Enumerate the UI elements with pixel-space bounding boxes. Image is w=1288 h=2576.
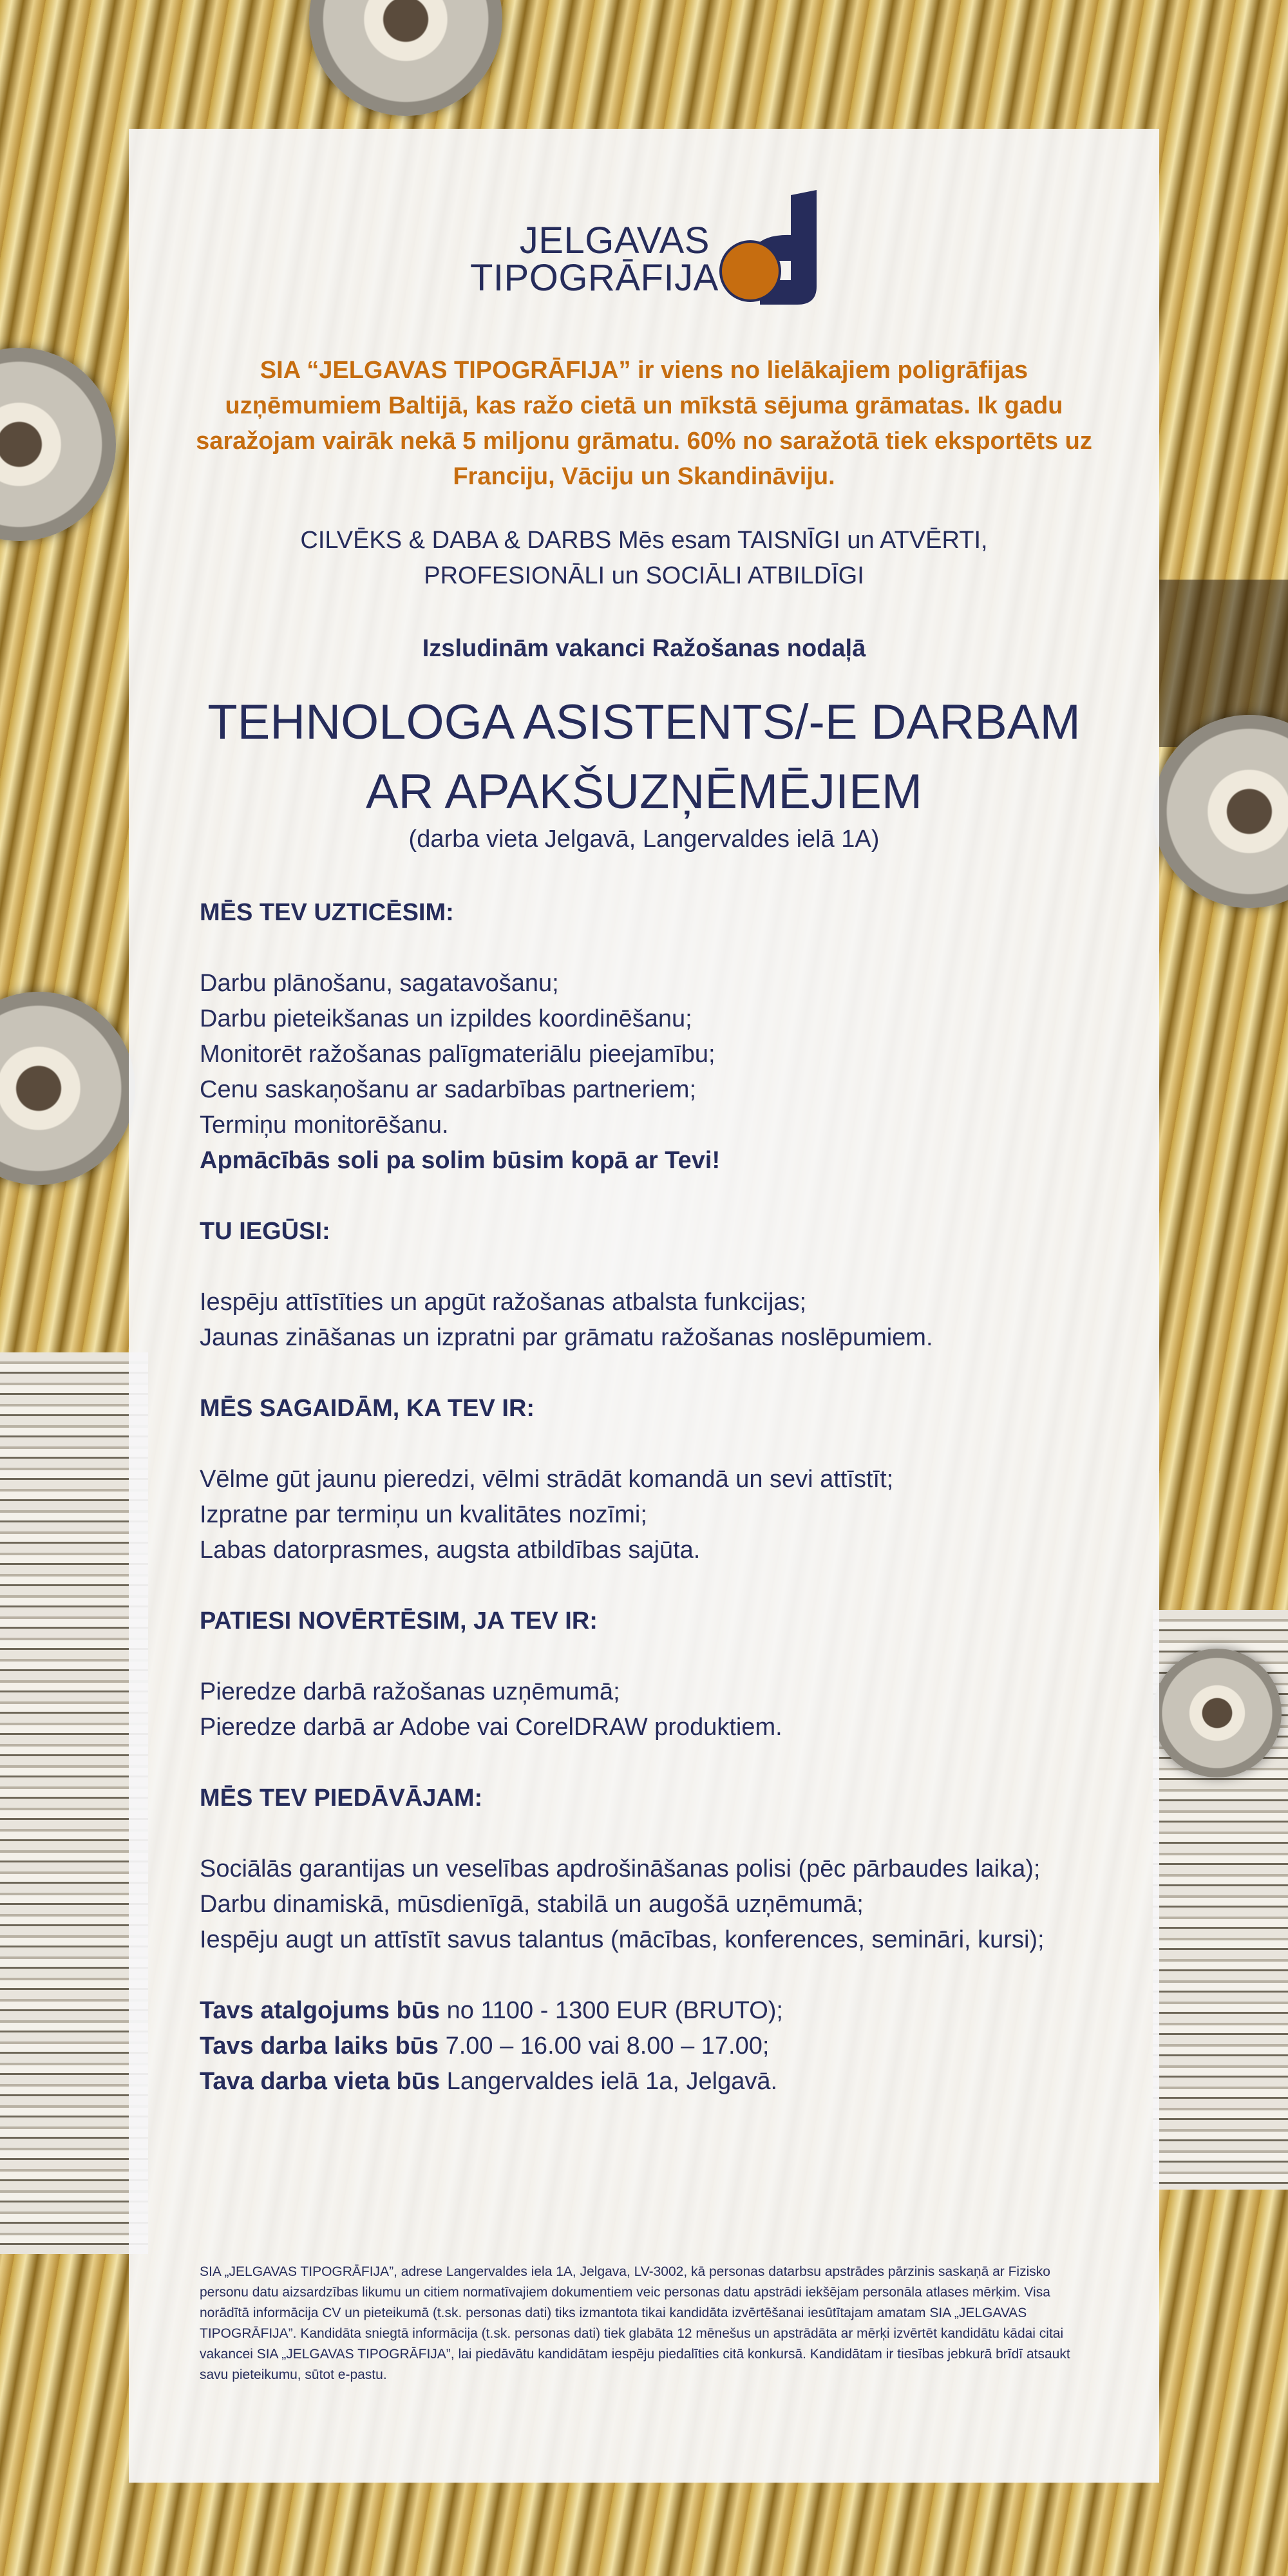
logo-wordmark: [470, 220, 719, 299]
vacancy-card: [129, 129, 1159, 2483]
job-location: (darba vieta Jelgavā, Langervaldes ielā 1A): [408, 826, 880, 853]
list-item: Darbu dinamiskā, mūsdienīgā, stabilā un augošā uzņēmumā;: [200, 1891, 864, 1918]
vacancy-announcement: Izsludinām vakanci Ražošanas nodaļā: [422, 635, 866, 662]
film-roll: [309, 0, 502, 116]
list-item: Termiņu monitorēšanu.: [200, 1112, 449, 1139]
list-item: Darbu pieteikšanas un izpildes koordinēšanu;: [200, 1005, 692, 1032]
job-title-line-1: TEHNOLOGA ASISTENTS/-E DARBAM: [207, 695, 1081, 750]
values-line-2: PROFESIONĀLI un SOCIĀLI ATBILDĪGI: [424, 562, 864, 589]
company-intro: SIA “JELGAVAS TIPOGRĀFIJA” ir viens no lielākajiem poligrāfijas uzņēmumiem Baltijā, kas ražo cietā un mīkstā sējuma grāmatas. Ik gadu saražojam vairāk nekā 5 miljonu grāmatu. 60% no saražotā tiek eksportēts uz Franciju, Vāciju un Skandināviju.: [196, 357, 1092, 490]
job-title-line-2: AR APAKŠUZŅĒMĒJIEM: [365, 764, 923, 819]
logo-line-1: JELGAVAS: [519, 220, 710, 261]
spacer: [200, 1639, 1101, 1674]
spacer: [200, 931, 1101, 966]
list-item: Pieredze darbā ražošanas uzņēmumā;: [200, 1678, 620, 1705]
list-item: Iespēju augt un attīstīt savus talantus (mācības, konferences, semināri, kursi);: [200, 1926, 1045, 1953]
job-title: [167, 688, 1121, 827]
term-label: Tava darba vieta būs: [200, 2068, 440, 2095]
term-label: Tavs atalgojums būs: [200, 1997, 440, 2024]
film-roll: [1153, 1649, 1282, 1777]
company-logo: [470, 190, 831, 312]
paper-stack-left: [0, 1352, 148, 2254]
section-heading-offer: MĒS TEV PIEDĀVĀJAM:: [200, 1785, 483, 1812]
salary-line: [200, 1993, 1101, 2029]
section-heading-expect: MĒS SAGAIDĀM, KA TEV IR:: [200, 1395, 535, 1422]
spacer: [200, 1356, 1101, 1391]
spacer: [200, 1958, 1101, 1993]
list-item: Labas datorprasmes, augsta atbildības sajūta.: [200, 1537, 701, 1564]
list-item: Cenu saskaņošanu ar sadarbības partneriem;: [200, 1076, 697, 1103]
term-label: Tavs darba laiks būs: [200, 2032, 439, 2060]
section-heading-gain: TU IEGŪSI:: [200, 1218, 330, 1245]
company-values: [193, 523, 1095, 594]
training-note: Apmācībās soli pa solim būsim kopā ar Tevi!: [200, 1147, 721, 1174]
film-roll: [0, 348, 116, 541]
term-value: 7.00 – 16.00 vai 8.00 – 17.00;: [439, 2032, 770, 2060]
spacer: [200, 1179, 1101, 1214]
list-item: Pieredze darbā ar Adobe vai CorelDRAW produktiem.: [200, 1714, 782, 1741]
values-line-1: CILVĒKS & DABA & DARBS Mēs esam TAISNĪGI un ATVĒRTI,: [300, 527, 988, 554]
film-roll: [0, 992, 135, 1185]
spacer: [200, 1745, 1101, 1781]
vacancy-body: [200, 895, 1101, 2099]
spacer: [200, 1249, 1101, 1285]
jt-monogram-icon: [715, 190, 818, 306]
list-item: Vēlme gūt jaunu pieredzi, vēlmi strādāt komandā un sevi attīstīt;: [200, 1466, 894, 1493]
list-item: Monitorēt ražošanas palīgmateriālu pieejamību;: [200, 1041, 715, 1068]
list-item: Jaunas zināšanas un izpratni par grāmatu ražošanas noslēpumiem.: [200, 1324, 933, 1351]
term-value: no 1100 - 1300 EUR (BRUTO);: [440, 1997, 783, 2024]
term-value: Langervaldes ielā 1a, Jelgavā.: [440, 2068, 778, 2095]
spacer: [200, 1426, 1101, 1462]
section-heading-appreciate: PATIESI NOVĒRTĒSIM, JA TEV IR:: [200, 1607, 598, 1634]
list-item: Izpratne par termiņu un kvalitātes nozīmi;: [200, 1501, 647, 1528]
section-heading-trust: MĒS TEV UZTICĒSIM:: [200, 899, 454, 926]
list-item: Darbu plānošanu, sagatavošanu;: [200, 970, 559, 997]
list-item: Iespēju attīstīties un apgūt ražošanas atbalsta funkcijas;: [200, 1289, 807, 1316]
logo-line-2: TIPOGRĀFIJA: [470, 257, 719, 299]
list-item: Sociālās garantijas un veselības apdrošināšanas polisi (pēc pārbaudes laika);: [200, 1855, 1041, 1882]
spacer: [200, 1568, 1101, 1604]
privacy-notice: SIA „JELGAVAS TIPOGRĀFIJA”, adrese Langervaldes iela 1A, Jelgava, LV-3002, kā personas datarbsu apstrādes pārzinis saskaņā ar Fizisko personu datu aizsardzības likumu un citiem normatīvajiem dokumentiem veic personas datu apstrādi iekšējam personāla atlases mērķim. Visa norādītā informācija CV un pieteikumā (t.sk. personas dati) tiks izmantota tikai kandidāta izvērtēšanai iesūtītajam amatam SIA „JELGAVAS TIPOGRĀFIJA”. Kandidāta sniegtā informācija (t.sk. personas dati) tiek glabāta 12 mēnešus un apstrādāta ar mērķi izvērtēt kandidātu kādai citai vakancei SIA „JELGAVAS TIPOGRĀFIJA”, lai piedāvātu kandidātam iespēju piedalīties citā konkursā. Kandidātam ir tiesības jebkurā brīdī atsaukt savu pieteikumu, sūtot e-pastu.: [200, 2264, 1070, 2382]
spacer: [200, 1816, 1101, 1852]
hours-line: [200, 2029, 1101, 2064]
workplace-line: [200, 2064, 1101, 2099]
